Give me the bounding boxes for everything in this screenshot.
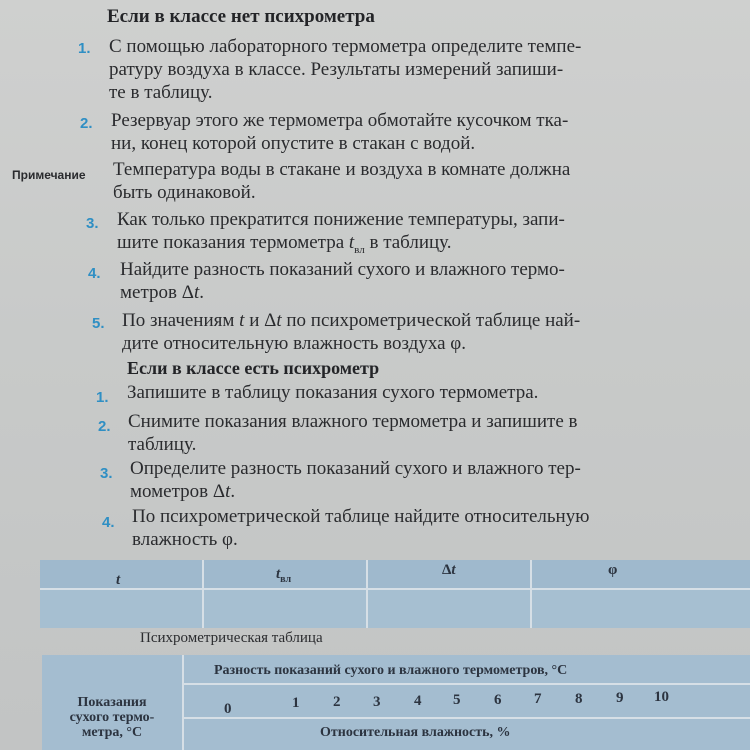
variable-t: t xyxy=(348,232,355,253)
column-header: 8 xyxy=(575,691,583,707)
section-heading-no-psychrometer: Если в классе нет психрометра xyxy=(107,6,375,27)
text-line: ни, конец которой опустите в стакан с водой. xyxy=(111,133,476,154)
text-line: Показания xyxy=(77,695,147,710)
step-5-text xyxy=(122,309,580,355)
psychrometric-table xyxy=(42,655,750,750)
column-header: 6 xyxy=(494,692,502,708)
subheader: Относительная влажность, % xyxy=(320,725,511,740)
s2-step-3-text xyxy=(130,457,581,503)
note-label: Примечание xyxy=(12,168,86,182)
divider xyxy=(530,560,532,628)
column-header: 3 xyxy=(373,694,381,710)
results-table xyxy=(40,560,750,628)
text-line xyxy=(120,281,565,304)
step-number: 3. xyxy=(100,465,113,482)
text-line: Запишите в таблицу показания сухого термометра. xyxy=(127,382,539,403)
step-number: 5. xyxy=(92,315,105,332)
column-header: 2 xyxy=(333,694,341,710)
divider xyxy=(184,683,750,685)
text-line: Температура воды в стакане и воздуха в комнате должна xyxy=(113,159,571,180)
s2-step-2-text xyxy=(128,410,577,456)
text-line: Определите разность показаний сухого и влажного тер- xyxy=(130,458,581,479)
text-line: Снимите показания влажного термометра и запишите в xyxy=(128,411,578,432)
text-part: . xyxy=(199,282,204,303)
column-header: 1 xyxy=(292,695,300,711)
step-number: 2. xyxy=(98,418,111,435)
divider xyxy=(182,655,184,750)
text-line: сухого термо- xyxy=(69,710,155,725)
text-line: Найдите разность показаний сухого и влажного термо- xyxy=(120,259,565,280)
step-3-text xyxy=(117,208,565,262)
step-4-text xyxy=(120,258,565,304)
subscript: вл xyxy=(354,243,365,256)
text-line: По психрометрической таблице найдите относительную xyxy=(132,506,590,527)
header-t: t xyxy=(116,572,121,588)
text-part: в таблицу. xyxy=(364,232,452,253)
step-number: 4. xyxy=(102,514,115,531)
column-header: 0 xyxy=(224,701,232,717)
column-header: 9 xyxy=(616,690,624,706)
text-part: По значениям xyxy=(122,310,240,331)
header-phi: φ xyxy=(608,562,618,578)
s2-step-4-text xyxy=(132,505,589,551)
step-number: 4. xyxy=(88,265,101,282)
variable-t: t xyxy=(451,562,456,578)
results-table-header-row xyxy=(40,560,750,588)
text-part: и Δ xyxy=(244,310,277,331)
text-line: те в таблицу. xyxy=(109,82,213,103)
step-number: 1. xyxy=(96,389,109,406)
text-line: С помощью лабораторного термометра определите темпе- xyxy=(109,36,582,57)
text-line: влажность φ. xyxy=(132,529,238,550)
divider xyxy=(366,560,368,628)
text-line: быть одинаковой. xyxy=(113,182,256,203)
row-header xyxy=(42,695,182,740)
note-text xyxy=(113,158,570,204)
column-header: 4 xyxy=(414,693,422,709)
text-part: . xyxy=(230,481,236,502)
text-part: метров Δ xyxy=(120,282,194,303)
text-line: дите относительную влажность воздуха φ. xyxy=(122,333,466,354)
column-header: 7 xyxy=(534,691,542,707)
divider xyxy=(202,560,204,628)
header-t-wet xyxy=(276,566,291,585)
text-line: метра, °С xyxy=(81,725,143,740)
variable-t: t xyxy=(276,566,281,582)
text-line: ратуру воздуха в классе. Результаты измерений запиши- xyxy=(109,59,564,80)
variable-t: t xyxy=(193,282,200,303)
text-part: шите показания термометра xyxy=(117,232,349,253)
divider xyxy=(40,588,750,590)
text-line: таблицу. xyxy=(128,434,197,455)
column-header: 10 xyxy=(654,689,669,705)
column-header: 5 xyxy=(453,692,461,708)
psychrometric-table-caption: Психрометрическая таблица xyxy=(140,630,323,646)
text-part: Δ xyxy=(442,562,452,578)
divider xyxy=(184,717,750,719)
text-part: мометров Δ xyxy=(130,481,226,502)
step-number: 2. xyxy=(80,115,93,132)
step-2-text xyxy=(111,109,568,155)
step-number: 1. xyxy=(78,40,91,57)
s2-step-1-text xyxy=(127,381,538,404)
top-header: Разность показаний сухого и влажного термометров, °С xyxy=(214,663,568,678)
variable-t: t xyxy=(225,481,231,502)
text-part: по психрометрической таблице най- xyxy=(281,310,581,331)
section-heading-with-psychrometer: Если в классе есть психрометр xyxy=(127,358,380,378)
text-line xyxy=(130,480,581,503)
subscript: вл xyxy=(280,574,292,585)
step-number: 3. xyxy=(86,215,99,232)
text-line xyxy=(122,309,580,332)
text-line: Резервуар этого же термометра обмотайте кусочком тка- xyxy=(111,110,569,131)
text-line: Как только прекратится понижение температуры, запи- xyxy=(117,209,565,230)
variable-t: t xyxy=(239,310,245,331)
header-delta-t xyxy=(442,562,456,579)
step-1-text xyxy=(109,35,581,104)
variable-t: t xyxy=(276,310,282,331)
